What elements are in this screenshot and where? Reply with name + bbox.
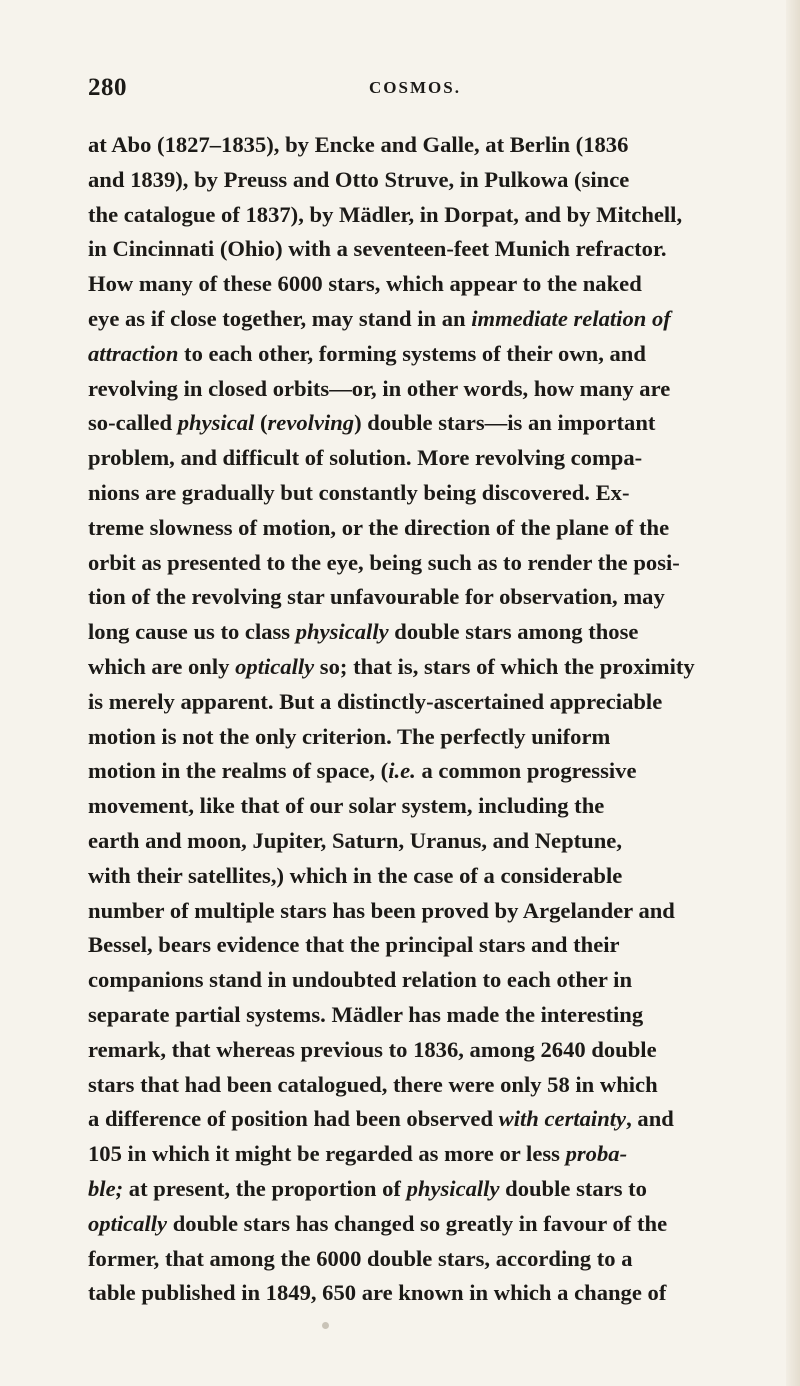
text-line	[88, 685, 742, 720]
text-line	[88, 128, 742, 163]
running-head	[88, 74, 742, 108]
text-run: movement, like that of our solar system, including the	[88, 793, 605, 819]
text-run: which are only	[88, 653, 236, 679]
text-line	[88, 1068, 742, 1103]
text-line	[88, 998, 742, 1033]
text-run: motion is not the only criterion. The perfectly uniform	[88, 723, 611, 749]
text-line	[88, 894, 742, 929]
text-run: at Abo (1827–1835), by Encke and Galle, at Berlin (1836	[88, 132, 629, 157]
text-line	[88, 546, 742, 581]
body-text	[88, 128, 742, 1311]
italic-text: ble;	[88, 1175, 124, 1201]
text-run: orbit as presented to the eye, being such as to render the posi-	[88, 549, 680, 575]
italic-text: proba-	[565, 1141, 628, 1167]
text-line	[88, 1137, 742, 1172]
text-line	[88, 198, 742, 233]
text-run: revolving in closed orbits—or, in other words, how many are	[88, 375, 671, 401]
text-line	[88, 720, 742, 755]
text-run: number of multiple stars has been proved by Argelander and	[88, 897, 675, 923]
text-line	[88, 1276, 742, 1311]
italic-text: revolving	[267, 410, 355, 436]
text-line	[88, 1242, 742, 1277]
text-line	[88, 267, 742, 302]
text-line	[88, 580, 742, 615]
text-run: 105 in which it might be regarded as more or less	[88, 1141, 566, 1167]
text-line	[88, 302, 742, 337]
italic-text: i.e.	[388, 758, 416, 784]
page-edge	[786, 0, 800, 1386]
text-line	[88, 1172, 742, 1207]
text-line	[88, 476, 742, 511]
text-run: , and	[626, 1106, 674, 1132]
text-line	[88, 406, 742, 441]
text-run: nions are gradually but constantly being discovered. Ex-	[88, 479, 630, 505]
text-line	[88, 824, 742, 859]
text-line	[88, 372, 742, 407]
text-run: earth and moon, Jupiter, Saturn, Uranus, and Neptune,	[88, 827, 622, 853]
text-line	[88, 163, 742, 198]
italic-text: immediate relation of	[471, 305, 671, 331]
text-run: table published in 1849, 650 are known in which a change of	[88, 1280, 667, 1306]
text-line	[88, 511, 742, 546]
text-run: long cause us to class	[88, 619, 296, 645]
italic-text: physical	[177, 410, 255, 436]
text-line	[88, 1102, 742, 1137]
text-line	[88, 441, 742, 476]
text-run: motion in the realms of space, (	[88, 758, 389, 784]
text-run: former, that among the 6000 double stars, according to a	[88, 1245, 633, 1271]
text-run: problem, and difficult of solution. More revolving compa-	[88, 445, 643, 471]
italic-text: physically	[295, 619, 389, 645]
text-run: so-called	[88, 410, 178, 436]
text-line	[88, 650, 742, 685]
text-run: companions stand in undoubted relation to each other in	[88, 967, 633, 993]
text-run: ) double stars—is an important	[354, 410, 656, 436]
text-line	[88, 1207, 742, 1242]
running-title: COSMOS.	[369, 78, 461, 97]
text-line	[88, 337, 742, 372]
text-run: a common progressive	[415, 758, 637, 784]
text-run: at present, the proportion of	[123, 1175, 407, 1201]
text-run: (	[254, 410, 268, 436]
italic-text: optically	[88, 1210, 168, 1236]
text-line	[88, 615, 742, 650]
page-speck	[322, 1322, 329, 1329]
text-run: treme slowness of motion, or the direction of the plane of the	[88, 514, 670, 540]
text-run: double stars to	[499, 1175, 647, 1201]
text-run: eye as if close together, may stand in an	[88, 305, 472, 331]
text-line	[88, 928, 742, 963]
text-run: double stars among those	[388, 619, 639, 645]
text-line	[88, 859, 742, 894]
text-run: to each other, forming systems of their own, and	[178, 340, 646, 366]
text-run: How many of these 6000 stars, which appear to the naked	[88, 271, 642, 297]
text-run: so; that is, stars of which the proximity	[314, 653, 695, 679]
italic-text: optically	[235, 653, 315, 679]
text-run: Bessel, bears evidence that the principal stars and their	[88, 932, 620, 958]
text-line	[88, 1033, 742, 1068]
text-run: stars that had been catalogued, there were only 58 in which	[88, 1071, 658, 1097]
text-line	[88, 754, 742, 789]
text-run: the catalogue of 1837), by Mädler, in Dorpat, and by Mitchell,	[88, 201, 683, 227]
text-run: tion of the revolving star unfavourable for observation, may	[88, 584, 665, 610]
text-run: is merely apparent. But a distinctly-ascertained appreciable	[88, 688, 663, 714]
text-line	[88, 232, 742, 267]
italic-text: physically	[406, 1175, 500, 1201]
text-run: a difference of position had been observed	[88, 1106, 499, 1132]
text-run: with their satellites,) which in the case of a considerable	[88, 862, 623, 888]
italic-text: attraction	[88, 340, 179, 366]
text-run: and 1839), by Preuss and Otto Struve, in Pulkowa (since	[88, 166, 630, 192]
text-line	[88, 963, 742, 998]
italic-text: with certainty	[498, 1106, 627, 1132]
text-run: separate partial systems. Mädler has made the interesting	[88, 1001, 644, 1027]
text-run: in Cincinnati (Ohio) with a seventeen-feet Munich refractor.	[88, 236, 667, 262]
page-number: 280	[88, 74, 127, 101]
text-run: double stars has changed so greatly in favour of the	[167, 1210, 668, 1236]
text-run: remark, that whereas previous to 1836, among 2640 double	[88, 1036, 657, 1062]
text-line	[88, 789, 742, 824]
